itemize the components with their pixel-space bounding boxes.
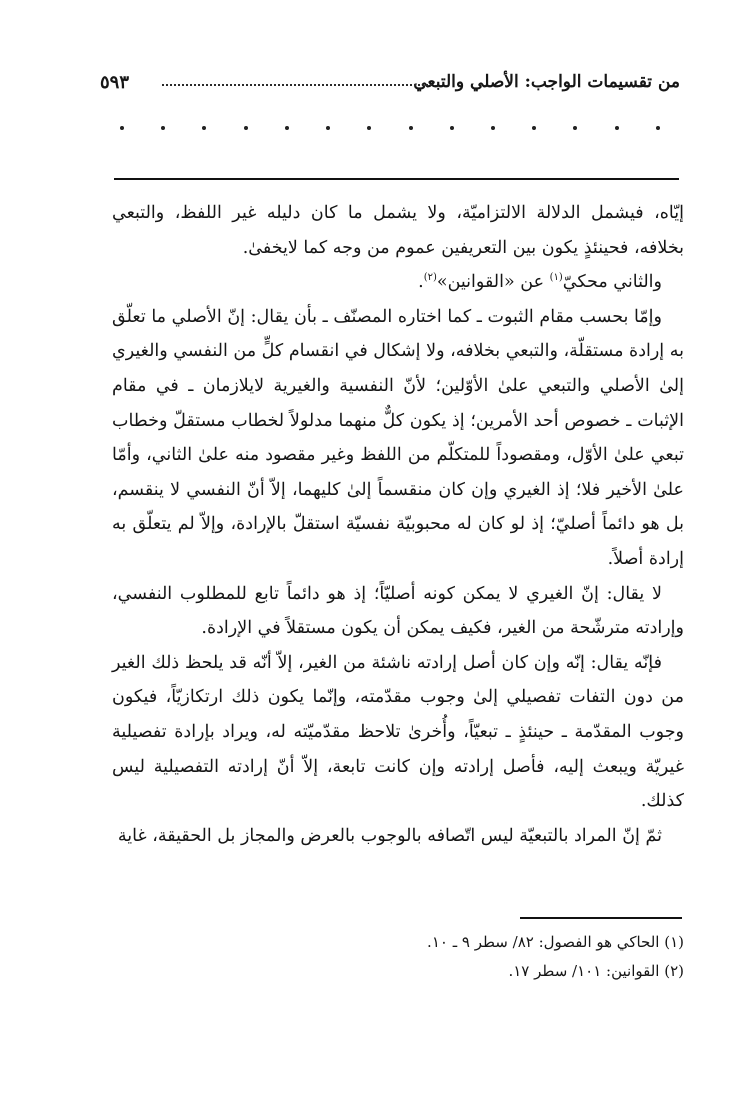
footnote-ref-1: (١) <box>549 272 563 284</box>
running-header <box>100 68 680 102</box>
paragraph-second-end: . <box>418 272 424 293</box>
footnote-1: (١) الحاكي هو الفصول: ٨٢/ سطر ٩ ـ ١٠. <box>427 933 684 951</box>
header-rule <box>114 178 679 180</box>
paragraph-objection: لا يقال: إنّ الغيري لا يمكن كونه أصليّاً؛ إذ هو دائماً تابع للمطلوب النفسي، وإرادته مترشّحة من الغير، فكيف يمكن أن يكون مستقلاً في الإرادة. <box>112 583 684 639</box>
footnote-rule <box>520 917 682 919</box>
footnotes <box>112 928 684 986</box>
paragraph-second <box>112 265 684 300</box>
paragraph-reply: فإنّه يقال: إنّه وإن كان أصل إرادته ناشئة من الغير، إلاّ أنّه قد يلحظ ذلك الغير من دون التفات تفصيلي إلىٰ وجوب مقدّمته، وإنّما يكون ذلك ارتكازيّاً، فيكون وجوب المقدّمة ـ حينئذٍ ـ تبعيّاً، وأُخرىٰ تلاحظ مقدّميّته له، ويراد بإرادة تفصيلية غيريّة ويبعث إليه، فأصل إرادته وإن كانت تابعة، إلاّ أنّ إرادته التفصيلية ليس كذلك. <box>112 652 684 812</box>
paragraph-second-mid: عن «القوانين» <box>436 272 550 293</box>
header-title: من تقسيمات الواجب: الأصلي والتبعي <box>413 72 680 92</box>
footnote-ref-2: (٢) <box>423 272 437 284</box>
body-text <box>112 196 684 853</box>
paragraph-final: ثمّ إنّ المراد بالتبعيّة ليس اتّصافه بالوجوب بالعرض والمجاز بل الحقيقة، غاية <box>117 825 662 846</box>
header-dot-leader <box>162 84 432 86</box>
page-number: ٥٩٣ <box>100 72 130 93</box>
paragraph-third: وإمّا بحسب مقام الثبوت ـ كما اختاره المصنّف ـ بأن يقال: إنّ الأصلي ما تعلّق به إرادة مستقلّة، والتبعي بخلافه، ولا إشكال في انقسام كلٍّ من النفسي والغيري إلىٰ الأصلي والتبعي علىٰ الأوّلين؛ لأنّ النفسية والغيرية لايلازمان ـ في مقام الإثبات ـ خصوص أحد الأمرين؛ إذ يكون كلٌّ منهما مدلولاً لخطاب مستقلّ وخطاب تبعي علىٰ الأوّل، ومقصوداً للمتكلّم من اللفظ وغير مقصود منه علىٰ الثاني، وأمّا علىٰ الأخير فلا؛ إذ الغيري وإن كان منقسماً إلىٰ كليهما، إلاّ أنّ النفسي لا ينقسم، بل هو دائماً أصليّ؛ إذ لو كان له محبوبيّة نفسيّة استقلّ بالإرادة، وإلاّ لم يتعلّق به إرادة أصلاً. <box>112 306 684 569</box>
footnote-2: (٢) القوانين: ١٠١/ سطر ١٧. <box>508 962 684 980</box>
dotted-separator <box>120 126 660 130</box>
paragraph-second-start: والثاني محكيّ <box>562 272 662 293</box>
paragraph-continuation: إيّاه، فيشمل الدلالة الالتزاميّة، ولا يشمل ما كان دليله غير اللفظ، والتبعي بخلافه، فحينئذٍ يكون بين التعريفين عموم من وجه كما لايخفىٰ. <box>112 203 684 258</box>
